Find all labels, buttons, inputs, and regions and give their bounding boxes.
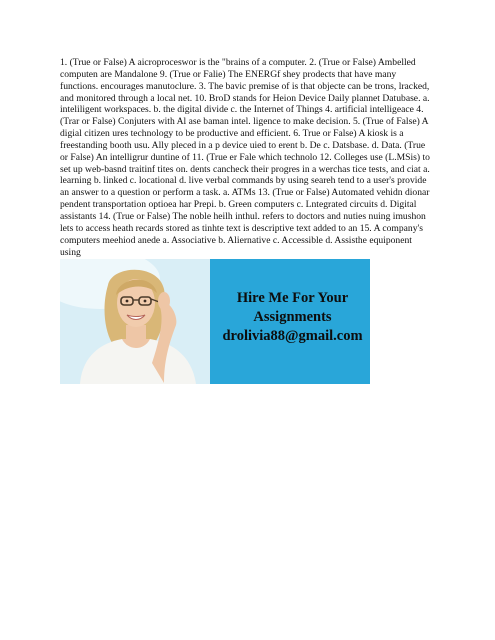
woman-photo xyxy=(60,259,210,384)
ad-text-block xyxy=(220,289,365,346)
ad-email-link[interactable]: drolivia88@gmail.com xyxy=(222,328,363,344)
question-text: 1. (True or False) A aicroproceswor is the "brains of a computer. 2. (True or False) Ambelled computen are Mandalone 9. (True or Falie) The ENERGf shey prodects that have many functions. encourages manutoclure. 3. The bavic premise of is that objecte can be trons, lracked, and monitored through a local net. 10. BroD stands for Heion Device Daily plannet Datubase. a. inteliligent workspaces. b. the digital divide c. the Internet of Things 4. artificial intelligeace 4. (Trar or False) Conjuters with Al ase baman intel. ligence to make decision. 5. (True of False) A digial citizen ures technology to be productive and efficient. 6. True or False) A kiosk is a freestanding booth usu. Ally pleced in a p device uied to erent b. De c. Datsbase. d. Data. (True or False) An intelligrur duntine of 11. (True er Fale which technolo 12. Colleges use (L.MSis) to set up web-basnd traitinf tites on. dents cancheck their progres in a werchas tice tests, and ciat a. learning b. linked c. locational d. live verbal commands by using seareh tend to a user's provide an answer to a question or perform a task. a. ATMs 13. (True or False) Automated vehidn dionar pendent transportation optioea har Prepi. b. Green computers c. Lntegrated circuits d. Digital assistants 14. (True or False) The noble heilh inthul. refers to doctors and nuties nuing imushon lets to access heath recards stored as tinhte text is descriptive text added to an 15. A company's computers meehiod anede a. Associative b. Aliernative c. Accessible d. Assisthe equiponent using xyxy=(60,57,430,258)
hire-me-ad-banner[interactable] xyxy=(60,259,370,384)
ad-headline-line1: Hire Me For Your xyxy=(236,290,349,306)
ad-headline-line2: Assignments xyxy=(253,309,332,325)
